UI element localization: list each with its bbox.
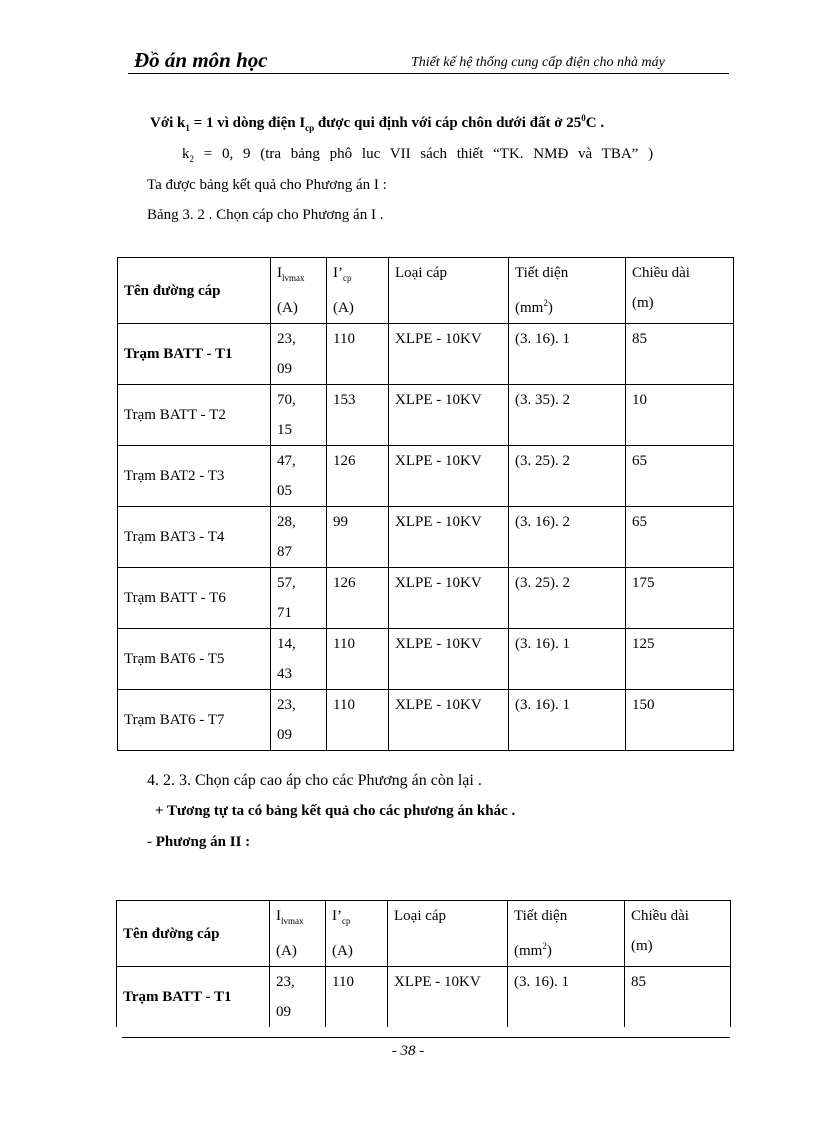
similar-note: + Tương tự ta có bảng kết quả cho các phương án khác .: [155, 803, 516, 819]
cell-type: XLPE - 10KV: [389, 385, 509, 446]
footer-rule: [122, 1037, 730, 1038]
cell-ilvmax: 23, 09: [270, 967, 326, 1028]
table-2-viewport: [116, 900, 736, 1027]
cell-section: (3. 16). 1: [509, 324, 626, 385]
cell-icp: 110: [327, 629, 389, 690]
cell-icp: 99: [327, 507, 389, 568]
header-ilvmax: $I_{lvmax}$ (A): [271, 258, 327, 324]
table-row: [118, 507, 734, 568]
header-name: Tên đường cáp: [117, 901, 270, 967]
cell-name: Trạm BATT - T1: [117, 967, 270, 1028]
cell-name: Trạm BATT - T2: [118, 385, 271, 446]
table-row: [118, 446, 734, 507]
cell-ilvmax: 14, 43: [271, 629, 327, 690]
header-ilvmax: $I_{lvmax}$ (A): [270, 901, 326, 967]
phuong-an-2-label: - Phương án II :: [147, 834, 251, 850]
cell-icp: 153: [327, 385, 389, 446]
cell-name: Trạm BAT6 - T7: [118, 690, 271, 751]
header-type: Loại cáp: [388, 901, 508, 967]
cell-type: XLPE - 10KV: [389, 690, 509, 751]
table-row: [118, 324, 734, 385]
k2-line: $k_2 = 0$, 9 (tra bảng phô luc VII sách thiết “TK. NMĐ và TBA” ): [182, 146, 654, 164]
cell-length: 65: [626, 507, 734, 568]
cell-name: Trạm BATT - T1: [118, 324, 271, 385]
cell-type: XLPE - 10KV: [389, 568, 509, 629]
cell-length: 65: [626, 446, 734, 507]
cell-type: XLPE - 10KV: [389, 446, 509, 507]
cable-table-phuong-an-1: [117, 257, 734, 751]
cell-ilvmax: 47, 05: [271, 446, 327, 507]
k1-line: Với $k_1 = 1$ vì dòng điện $I_{cp}$ được qui định với cáp chôn dưới đất ở $25^0C$ .: [150, 113, 605, 133]
cell-icp: 126: [327, 568, 389, 629]
cell-length: 10: [626, 385, 734, 446]
cell-section: (3. 16). 1: [509, 690, 626, 751]
cell-icp: 110: [327, 690, 389, 751]
cell-length: 85: [626, 324, 734, 385]
header-rule: [128, 73, 729, 74]
header-icp: $I’_{cp}$ (A): [326, 901, 388, 967]
cell-length: 85: [625, 967, 731, 1028]
cell-section: (3. 35). 2: [509, 385, 626, 446]
table-row: [118, 690, 734, 751]
cell-icp: 110: [327, 324, 389, 385]
section-heading: 4. 2. 3. Chọn cáp cao áp cho các Phương án còn lại .: [147, 772, 482, 789]
table-caption: Bảng 3. 2 . Chọn cáp cho Phương án I .: [147, 207, 384, 223]
header-name: Tên đường cáp: [118, 258, 271, 324]
page-number: - 38 -: [391, 1043, 425, 1059]
table-row: [118, 568, 734, 629]
cable-table-phuong-an-2: [116, 900, 731, 1027]
cell-section: (3. 16). 1: [508, 967, 625, 1028]
table-header-row: [117, 901, 731, 967]
header-subtitle: Thiết kế hệ thống cung cấp điện cho nhà máy: [411, 55, 665, 70]
cell-section: (3. 16). 1: [509, 629, 626, 690]
cell-name: Trạm BATT - T6: [118, 568, 271, 629]
cell-type: XLPE - 10KV: [389, 629, 509, 690]
cell-icp: 126: [327, 446, 389, 507]
cell-type: XLPE - 10KV: [388, 967, 508, 1028]
cell-length: 175: [626, 568, 734, 629]
cell-section: (3. 16). 2: [509, 507, 626, 568]
table-header-row: [118, 258, 734, 324]
cell-section: (3. 25). 2: [509, 446, 626, 507]
header-length: Chiều dài (m): [625, 901, 731, 967]
cell-length: 125: [626, 629, 734, 690]
cell-length: 150: [626, 690, 734, 751]
cell-ilvmax: 57, 71: [271, 568, 327, 629]
cell-ilvmax: 23, 09: [271, 690, 327, 751]
cell-ilvmax: 28, 87: [271, 507, 327, 568]
header-section: Tiết diện $(mm^2)$: [509, 258, 626, 324]
cell-type: XLPE - 10KV: [389, 507, 509, 568]
header-section: Tiết diện $(mm^2)$: [508, 901, 625, 967]
cell-ilvmax: 70, 15: [271, 385, 327, 446]
cell-name: Trạm BAT2 - T3: [118, 446, 271, 507]
cell-ilvmax: 23, 09: [271, 324, 327, 385]
cell-section: (3. 25). 2: [509, 568, 626, 629]
cell-name: Trạm BAT6 - T5: [118, 629, 271, 690]
table-row: [118, 385, 734, 446]
header-title: Đồ án môn học: [134, 48, 268, 72]
table-row: [117, 967, 731, 1028]
header-type: Loại cáp: [389, 258, 509, 324]
header-length: Chiều dài (m): [626, 258, 734, 324]
result-intro: Ta được bảng kết quả cho Phương án I :: [147, 177, 387, 193]
cell-icp: 110: [326, 967, 388, 1028]
header-icp: $I’_{cp}$ (A): [327, 258, 389, 324]
table-row: [118, 629, 734, 690]
cell-name: Trạm BAT3 - T4: [118, 507, 271, 568]
cell-type: XLPE - 10KV: [389, 324, 509, 385]
